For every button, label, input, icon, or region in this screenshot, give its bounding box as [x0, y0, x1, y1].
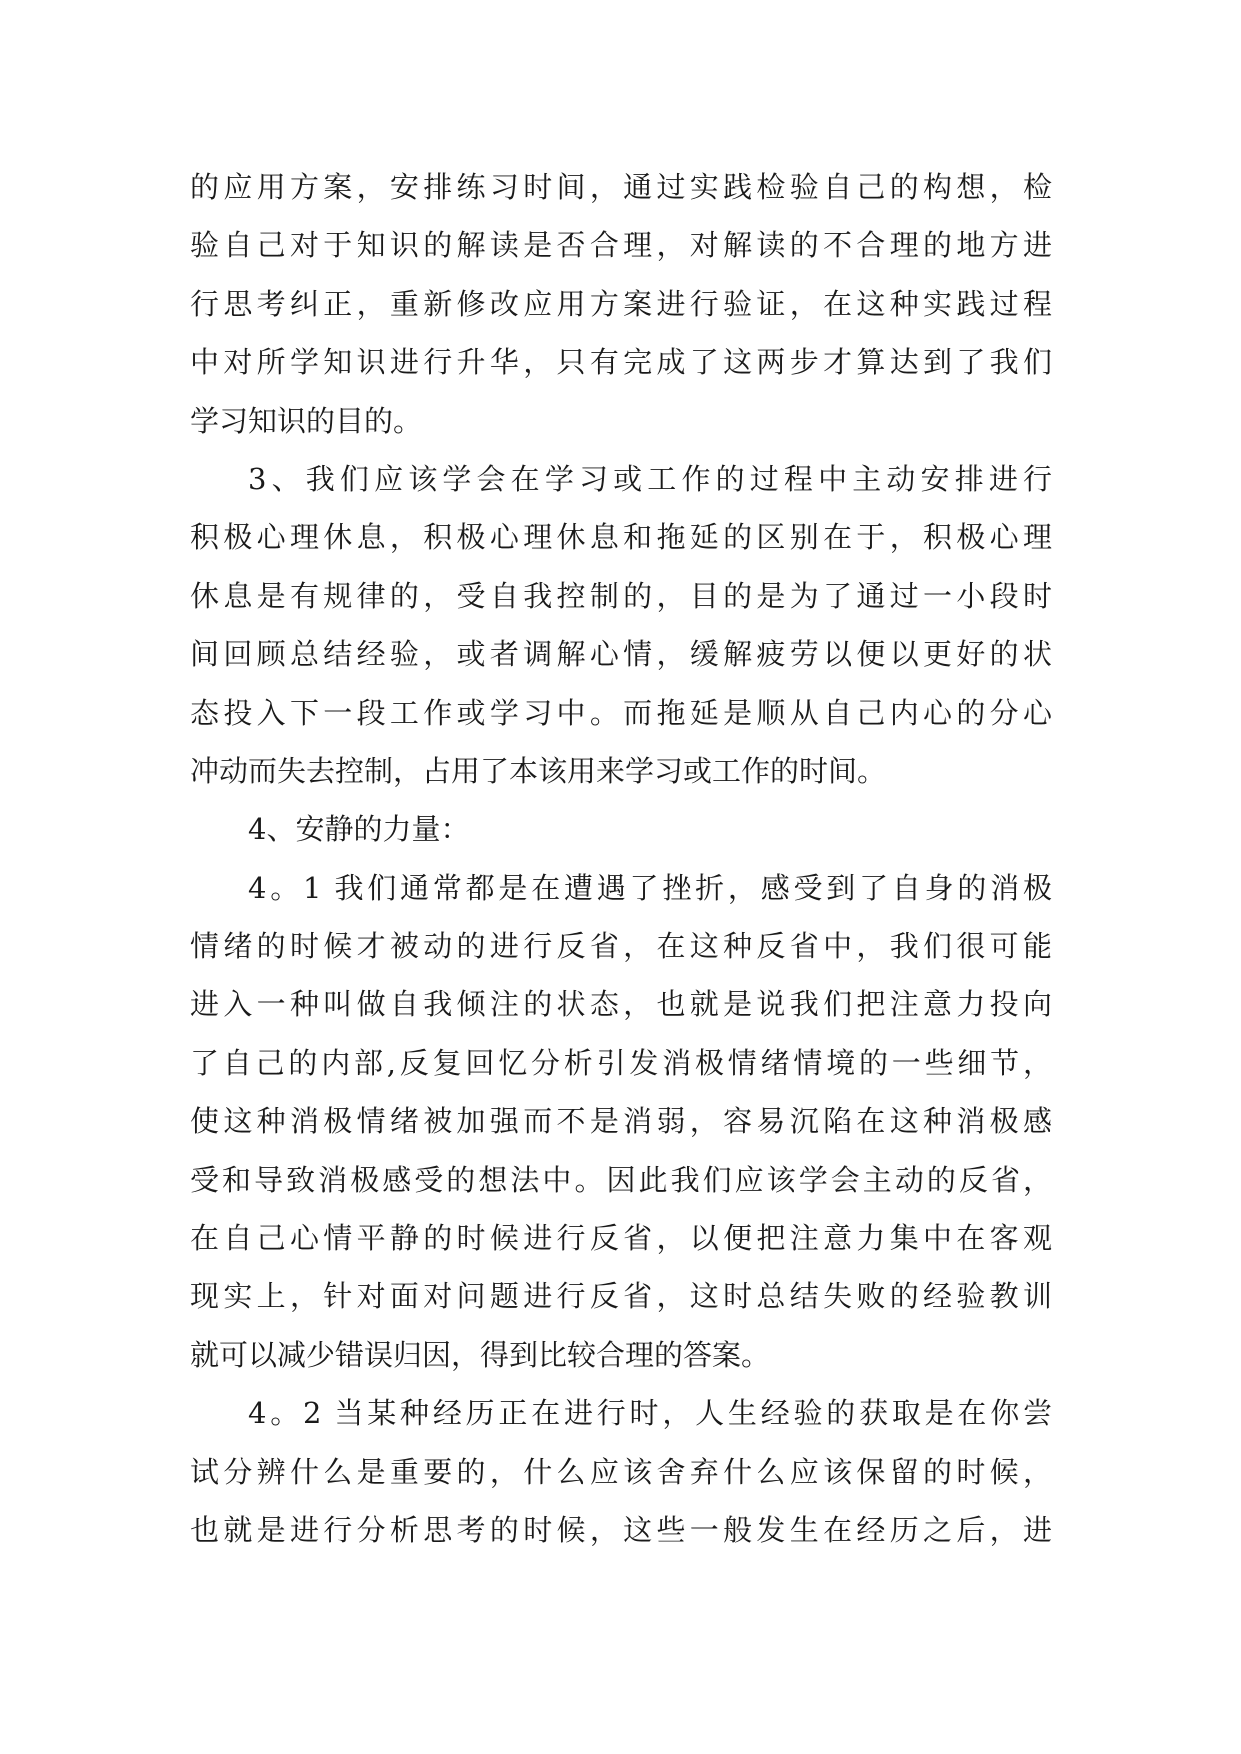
text-line: 4。1 我们通常都是在遭遇了挫折，感受到了自身的消极: [248, 870, 1052, 905]
text-line: 的应用方案，安排练习时间，通过实践检验自己的构想，检: [190, 170, 1052, 204]
text-line: 中对所学知识进行升华，只有完成了这两步才算达到了我们: [190, 345, 1052, 380]
text-line: 间回顾总结经验，或者调解心情，缓解疲劳以便以更好的状: [190, 637, 1052, 672]
text-line: 冲动而失去控制，占用了本该用来学习或工作的时间。: [190, 753, 887, 788]
text-line: 也就是进行分析思考的时候，这些一般发生在经历之后，进: [190, 1512, 1052, 1547]
text-line: 情绪的时候才被动的进行反省，在这种反省中，我们很可能: [190, 929, 1052, 964]
text-line: 3、我们应该学会在学习或工作的过程中主动安排进行: [248, 461, 1052, 496]
text-line: 受和导致消极感受的想法中。因此我们应该学会主动的反省，: [190, 1162, 1052, 1197]
text-line: 行思考纠正，重新修改应用方案进行验证，在这种实践过程: [190, 286, 1052, 321]
text-line: 了自己的内部,反复回忆分析引发消极情绪情境的一些细节，: [190, 1045, 1052, 1080]
text-line: 就可以减少错误归因，得到比较合理的答案。: [190, 1337, 771, 1372]
body-text: [190, 158, 1052, 1559]
section-heading: 4、安静的力量：: [248, 812, 470, 847]
text-line: 4。2 当某种经历正在进行时，人生经验的获取是在你尝: [248, 1396, 1052, 1431]
text-line: 休息是有规律的，受自我控制的，目的是为了通过一小段时: [190, 578, 1052, 613]
text-line: 验自己对于知识的解读是否合理，对解读的不合理的地方进: [190, 228, 1052, 263]
text-line: 学习知识的目的。: [190, 403, 423, 438]
text-line: 积极心理休息，积极心理休息和拖延的区别在于，积极心理: [190, 520, 1052, 555]
text-line: 在自己心情平静的时候进行反省，以便把注意力集中在客观: [190, 1221, 1052, 1256]
text-line: 进入一种叫做自我倾注的状态，也就是说我们把注意力投向: [190, 987, 1052, 1022]
text-line: 态投入下一段工作或学习中。而拖延是顺从自己内心的分心: [190, 695, 1052, 730]
text-line: 使这种消极情绪被加强而不是消弱，容易沉陷在这种消极感: [190, 1104, 1052, 1139]
text-line: 现实上，针对面对问题进行反省，这时总结失败的经验教训: [190, 1279, 1052, 1314]
text-line: 试分辨什么是重要的，什么应该舍弃什么应该保留的时候，: [190, 1454, 1052, 1489]
